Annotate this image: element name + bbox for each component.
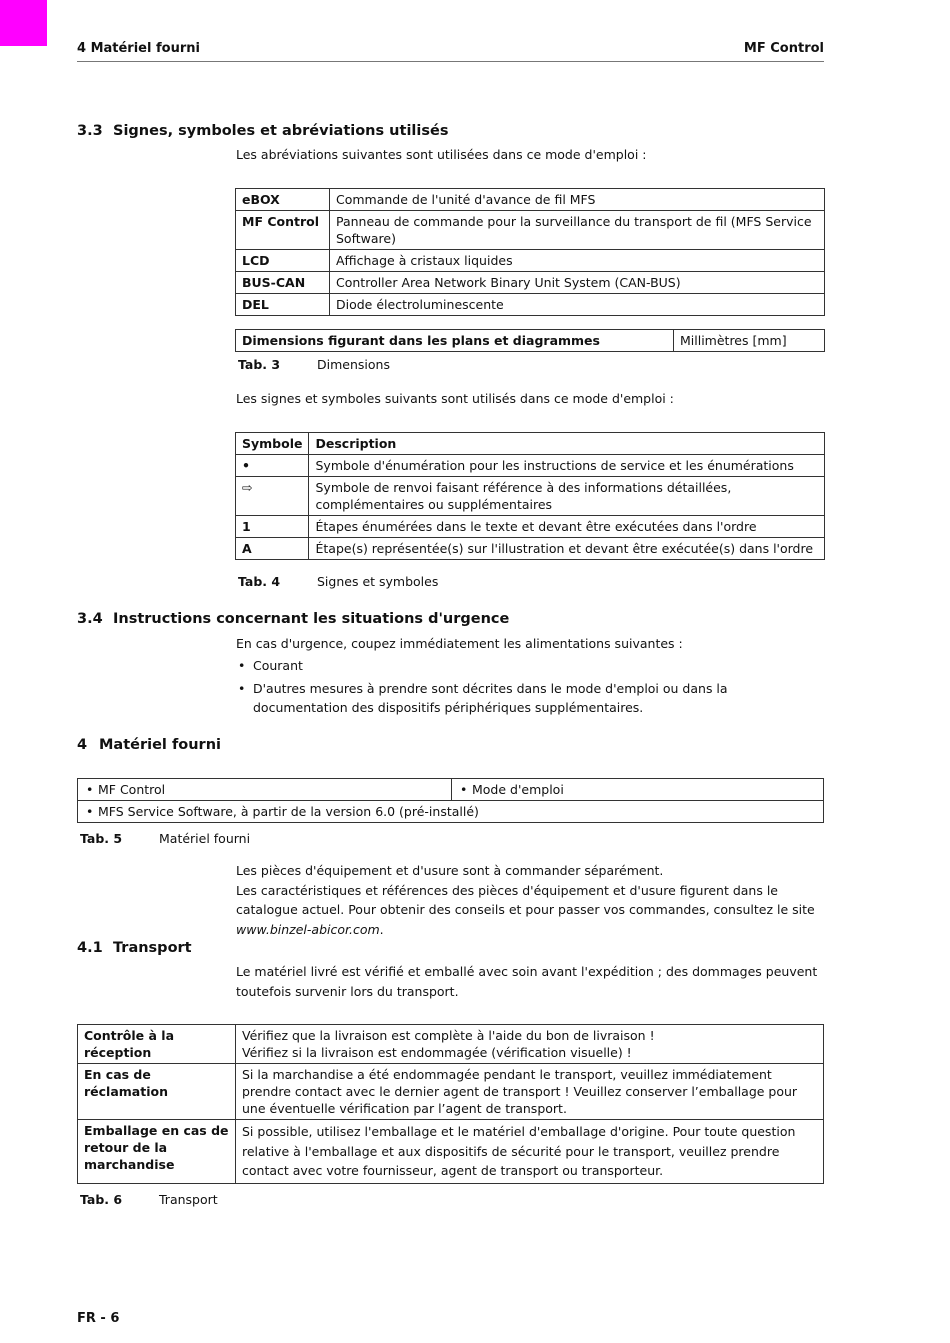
table-row (236, 294, 825, 316)
section-title: Matériel fourni (99, 737, 221, 753)
symbol-cell: 1 (236, 516, 309, 538)
section-number: 3.3 (77, 123, 103, 139)
running-header-chapter: 4 Matériel fourni (77, 41, 200, 56)
list-item: • Courant (236, 656, 816, 676)
abbr-desc: Panneau de commande pour la surveillance du transport de fil (MFS Service Software) (330, 211, 825, 250)
scope-of-delivery-table (77, 778, 824, 823)
column-header-symbol: Symbole (236, 433, 309, 455)
section-number: 4.1 (77, 940, 103, 956)
table-row (78, 1064, 824, 1120)
section-heading-4-1 (77, 940, 192, 956)
page-number: FR - 6 (77, 1311, 120, 1326)
table-row (236, 272, 825, 294)
caption-text: Dimensions (317, 357, 390, 372)
caption-label: Tab. 3 (238, 357, 281, 372)
section-heading-4 (77, 737, 221, 753)
caption-text: Matériel fourni (159, 831, 251, 846)
caption-text: Transport (159, 1192, 218, 1207)
header-divider (77, 61, 824, 62)
table-caption-4 (238, 574, 438, 589)
section-heading-3-3 (77, 123, 448, 139)
parts-paragraph: Les pièces d'équipement et d'usure sont à commander séparément. Les caractéristiques et références des pièces d'équipement et d'usure figurent dans le catalogue actuel. Pour obtenir des conseils et pour passer vos commandes, consultez le site www.binzel-abicor.com. (236, 863, 815, 937)
magenta-corner-mark (0, 0, 47, 46)
abbr-term: BUS-CAN (236, 272, 330, 294)
table-row (236, 538, 825, 560)
table-row (78, 1120, 824, 1184)
table-row (236, 250, 825, 272)
table-row (236, 455, 825, 477)
section-heading-3-4 (77, 611, 509, 627)
website-link[interactable]: www.binzel-abicor.com (236, 921, 380, 937)
symbol-cell: • (236, 455, 309, 477)
caption-label: Tab. 6 (80, 1192, 123, 1207)
column-header-description: Description (309, 433, 825, 455)
caption-label: Tab. 4 (238, 574, 281, 589)
dimensions-unit: Millimètres [mm] (674, 330, 825, 352)
dimensions-table (235, 329, 825, 352)
table-row (236, 477, 825, 516)
delivery-item: • Mode d'emploi (452, 779, 824, 801)
transport-desc: Vérifiez que la livraison est complète à l'aide du bon de livraison ! Vérifiez si la livraison est endommagée (vérification visuelle) ! (236, 1025, 824, 1064)
table-row (236, 516, 825, 538)
delivery-item: • MFS Service Software, à partir de la version 6.0 (pré-installé) (78, 801, 824, 823)
abbr-term: DEL (236, 294, 330, 316)
table-row (78, 801, 824, 823)
delivery-item: • MF Control (78, 779, 452, 801)
abbr-desc: Controller Area Network Binary Unit System (CAN-BUS) (330, 272, 825, 294)
transport-term: En cas de réclamation (78, 1064, 236, 1120)
abbr-desc: Diode électroluminescente (330, 294, 825, 316)
transport-desc: Si possible, utilisez l'emballage et le matériel d'emballage d'origine. Pour toute question relative à l'emballage et aux dispositifs de sécurité pour le transport, veuillez prendre contact avec votre fournisseur, agent de transport ou transporteur. (236, 1120, 824, 1184)
symbol-cell: A (236, 538, 309, 560)
abbr-term: eBOX (236, 189, 330, 211)
table-row (236, 189, 825, 211)
table-row (78, 779, 824, 801)
abbr-term: LCD (236, 250, 330, 272)
symbols-intro: Les signes et symboles suivants sont utilisés dans ce mode d'emploi : (236, 391, 674, 406)
transport-desc: Si la marchandise a été endommagée pendant le transport, veuillez immédiatement prendre contact avec le dernier agent de transport ! Veuillez conserver l’emballage pour une éventuelle vérification par l’agent de transport. (236, 1064, 824, 1120)
symbol-desc: Symbole d'énumération pour les instructions de service et les énumérations (309, 455, 825, 477)
abbr-desc: Affichage à cristaux liquides (330, 250, 825, 272)
transport-term: Contrôle à la réception (78, 1025, 236, 1064)
abbr-term: MF Control (236, 211, 330, 250)
transport-intro: Le matériel livré est vérifié et emballé avec soin avant l'expédition ; des dommages peuvent toutefois survenir lors du transport. (236, 964, 818, 999)
dimensions-term: Dimensions figurant dans les plans et diagrammes (236, 330, 674, 352)
section-title: Instructions concernant les situations d'urgence (113, 611, 510, 627)
symbol-desc: Symbole de renvoi faisant référence à des informations détaillées, complémentaires ou supplémentaires (309, 477, 825, 516)
symbols-table (235, 432, 825, 560)
table-caption-6 (80, 1192, 218, 1207)
section-title: Signes, symboles et abréviations utilisés (113, 123, 449, 139)
section-number: 3.4 (77, 611, 103, 627)
table-header-row (236, 433, 825, 455)
section-number: 4 (77, 737, 88, 753)
caption-label: Tab. 5 (80, 831, 123, 846)
transport-table (77, 1024, 824, 1184)
transport-term: Emballage en cas de retour de la marchandise (78, 1120, 236, 1184)
abbr-desc: Commande de l'unité d'avance de fil MFS (330, 189, 825, 211)
symbol-desc: Étapes énumérées dans le texte et devant être exécutées dans l'ordre (309, 516, 825, 538)
abbreviations-intro: Les abréviations suivantes sont utilisées dans ce mode d'emploi : (236, 147, 647, 162)
running-header-product: MF Control (743, 41, 824, 56)
table-caption-3 (238, 357, 390, 372)
abbreviations-table (235, 188, 825, 316)
table-row (236, 211, 825, 250)
arrow-icon: ⇨ (236, 477, 309, 516)
emergency-intro: En cas d'urgence, coupez immédiatement les alimentations suivantes : (236, 636, 683, 651)
caption-text: Signes et symboles (317, 574, 439, 589)
symbol-desc: Étape(s) représentée(s) sur l'illustration et devant être exécutée(s) dans l'ordre (309, 538, 825, 560)
section-title: Transport (113, 940, 192, 956)
parts-line-2: Les caractéristiques et références des pièces d'équipement et d'usure figurent dans le catalogue actuel. Pour obtenir des conseils et pour passer vos commandes, consultez le site (236, 882, 815, 917)
table-row (236, 330, 825, 352)
table-caption-5 (80, 831, 250, 846)
emergency-list (236, 656, 816, 721)
table-row (78, 1025, 824, 1064)
list-item: • D'autres mesures à prendre sont décrites dans le mode d'emploi ou dans la documentation des dispositifs périphériques supplémentaires. (236, 679, 816, 718)
parts-line-1: Les pièces d'équipement et d'usure sont à commander séparément. (236, 863, 664, 878)
